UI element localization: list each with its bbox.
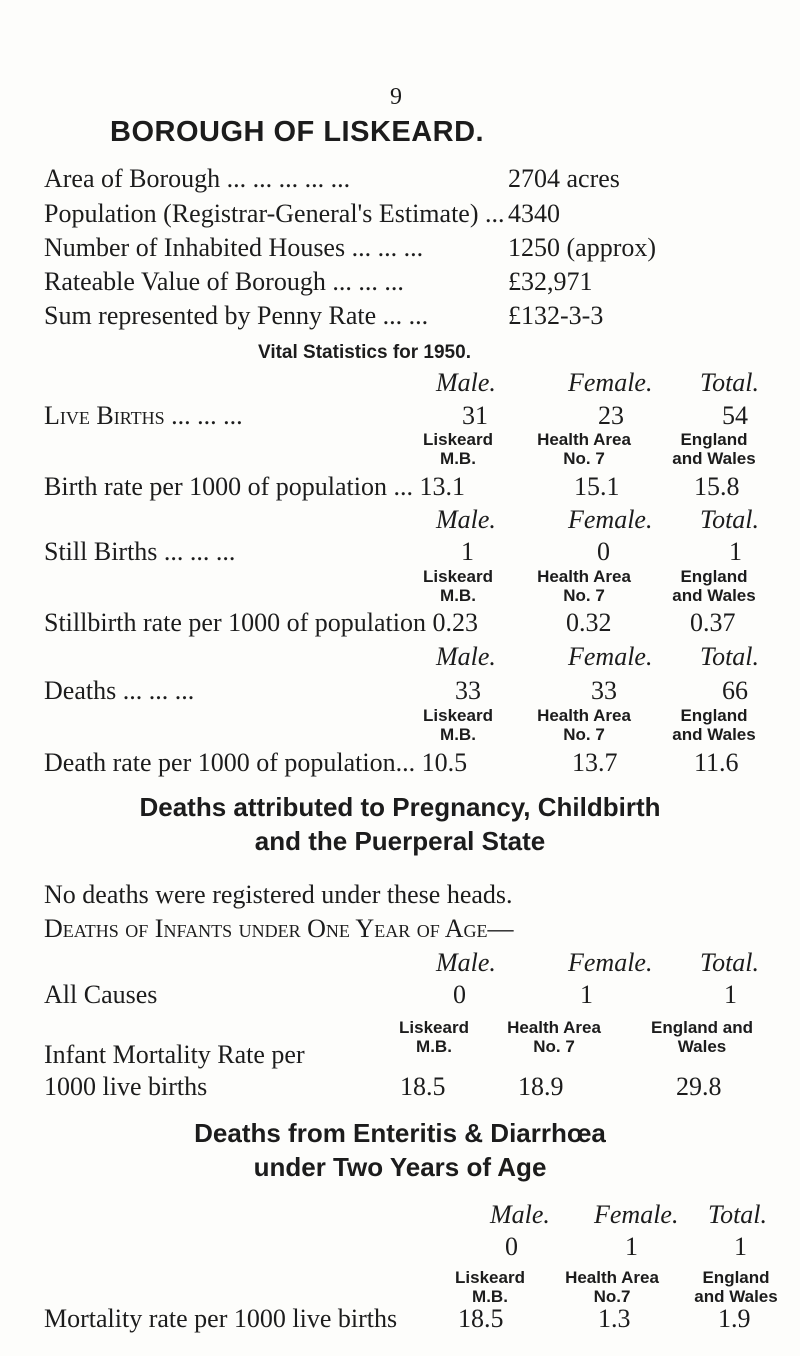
borough-label-rateable: Rateable Value of Borough ... ... ...	[44, 267, 404, 296]
col-male-still: Male.	[436, 505, 496, 534]
borough-label-houses: Number of Inhabited Houses ... ... ...	[44, 233, 424, 262]
infant-rate-liskeard: 18.5	[400, 1072, 446, 1101]
infant-rate-england: 29.8	[676, 1072, 722, 1101]
mortality-rate-label: Mortality rate per 1000 live births	[44, 1304, 398, 1333]
hdr-health-area-label: Health Area	[537, 430, 631, 449]
hdr-mb: M.B.	[440, 586, 476, 605]
borough-label-population: Population (Registrar-General's Estimate) ...	[44, 199, 505, 228]
col-total: Total.	[700, 368, 760, 397]
hdr-wales: Wales	[677, 1037, 727, 1056]
col-male-enteritis: Male.	[490, 1200, 550, 1229]
hdr-health-area-label: Health Area	[537, 567, 631, 586]
deaths-female: 33	[591, 676, 617, 705]
deaths-male: 33	[455, 676, 481, 705]
hdr-england-wales-3	[654, 706, 774, 744]
deaths-total: 66	[722, 676, 748, 705]
page-number: 9	[390, 84, 402, 110]
enteritis-title-line-2: under Two Years of Age	[253, 1152, 547, 1182]
hdr-liskeard: Liskeard	[455, 1268, 525, 1287]
hdr-mb: M.B.	[472, 1287, 508, 1306]
still-births-label: Still Births ... ... ...	[44, 537, 236, 566]
all-causes-total: 1	[724, 980, 737, 1009]
col-total-still: Total.	[700, 505, 760, 534]
hdr-england: England	[680, 706, 748, 725]
hdr-liskeard: Liskeard	[423, 706, 493, 725]
birth-rate-health-area: 15.1	[574, 472, 620, 501]
hdr-and-wales: and Wales	[694, 1287, 778, 1306]
hdr-mb: M.B.	[440, 449, 476, 468]
hdr-health-area-label: Health Area	[507, 1018, 601, 1037]
infant-rate-label-1: Infant Mortality Rate per	[44, 1040, 305, 1069]
hdr-and-wales: and Wales	[672, 586, 756, 605]
no-deaths-text: No deaths were registered under these heads.	[44, 880, 513, 909]
hdr-england-and: England and	[651, 1018, 753, 1037]
infants-heading: Deaths of Infants under One Year of Age—	[44, 914, 514, 943]
mortality-rate-liskeard: 18.5	[458, 1304, 504, 1333]
all-causes-label: All Causes	[44, 980, 158, 1009]
col-total-enteritis: Total.	[708, 1200, 768, 1229]
borough-value-rateable: £32,971	[508, 267, 593, 296]
borough-value-houses: 1250 (approx)	[508, 233, 657, 262]
vital-statistics-title: Vital Statistics for 1950.	[258, 342, 471, 363]
hdr-england: England	[702, 1268, 770, 1287]
borough-value-population: 4340	[508, 199, 560, 228]
pregnancy-title-line-2: and the Puerperal State	[254, 826, 546, 856]
live-births-label: Live Births ... ... ...	[44, 401, 243, 430]
still-births-male: 1	[461, 537, 474, 566]
hdr-health-area-2	[524, 567, 644, 605]
hdr-liskeard: Liskeard	[399, 1018, 469, 1037]
hdr-liskeard-mb	[408, 430, 508, 468]
hdr-health-area	[524, 430, 644, 468]
col-female-still: Female.	[568, 505, 653, 534]
col-total-infants: Total.	[700, 948, 760, 977]
page-title: BOROUGH OF LISKEARD.	[110, 116, 485, 148]
hdr-mb: M.B.	[416, 1037, 452, 1056]
hdr-health-area-3	[524, 706, 644, 744]
stillbirth-rate-england: 0.37	[690, 608, 736, 637]
live-births-male: 31	[462, 401, 488, 430]
col-male-infants: Male.	[436, 948, 496, 977]
hdr-health-area-label: Health Area	[537, 706, 631, 725]
hdr-liskeard: Liskeard	[423, 567, 493, 586]
death-rate-england: 11.6	[694, 748, 739, 777]
enteritis-male: 0	[505, 1232, 518, 1261]
borough-value-area: 2704 acres	[508, 164, 620, 193]
hdr-liskeard-mb-3	[408, 706, 508, 744]
hdr-and-wales: and Wales	[672, 725, 756, 744]
hdr-england: England	[680, 430, 748, 449]
enteritis-title-line-1: Deaths from Enteritis & Diarrhœa	[194, 1118, 606, 1148]
infant-rate-health-area: 18.9	[518, 1072, 564, 1101]
hdr-mb: M.B.	[440, 725, 476, 744]
birth-rate-label: Birth rate per 1000 of population ... 13.1	[44, 472, 465, 501]
hdr-no7: No.7	[593, 1287, 631, 1306]
death-rate-label: Death rate per 1000 of population... 10.5	[44, 748, 468, 777]
infant-rate-label-2: 1000 live births	[44, 1072, 208, 1101]
hdr-health-area-5	[552, 1268, 672, 1306]
hdr-no7: No. 7	[563, 586, 605, 605]
hdr-no7: No. 7	[563, 449, 605, 468]
still-births-female: 0	[597, 537, 610, 566]
hdr-health-area-4	[494, 1018, 614, 1056]
pregnancy-title-line-1: Deaths attributed to Pregnancy, Childbirth	[139, 792, 661, 822]
enteritis-female: 1	[625, 1232, 638, 1261]
birth-rate-england: 15.8	[694, 472, 740, 501]
hdr-and-wales: and Wales	[672, 449, 756, 468]
deaths-label: Deaths ... ... ...	[44, 676, 195, 705]
hdr-health-area-label: Health Area	[565, 1268, 659, 1287]
live-births-female: 23	[598, 401, 624, 430]
hdr-no7: No. 7	[563, 725, 605, 744]
still-births-total: 1	[729, 537, 742, 566]
col-male-deaths: Male.	[436, 642, 496, 671]
hdr-liskeard-mb-2	[408, 567, 508, 605]
stillbirth-rate-label: Stillbirth rate per 1000 of population 0.23	[44, 608, 478, 637]
hdr-no7: No. 7	[533, 1037, 575, 1056]
hdr-england-wales-5	[676, 1268, 796, 1306]
hdr-england-wales	[654, 430, 774, 468]
col-female-deaths: Female.	[568, 642, 653, 671]
borough-value-penny-rate: £132-3-3	[508, 301, 604, 330]
borough-label-penny-rate: Sum represented by Penny Rate ... ...	[44, 301, 429, 330]
col-female: Female.	[568, 368, 653, 397]
mortality-rate-england: 1.9	[718, 1304, 751, 1333]
all-causes-female: 1	[580, 980, 593, 1009]
col-female-enteritis: Female.	[594, 1200, 679, 1229]
col-female-infants: Female.	[568, 948, 653, 977]
live-births-total: 54	[722, 401, 748, 430]
death-rate-health-area: 13.7	[572, 748, 618, 777]
hdr-liskeard: Liskeard	[423, 430, 493, 449]
col-male: Male.	[436, 368, 496, 397]
mortality-rate-health-area: 1.3	[598, 1304, 631, 1333]
borough-label-area: Area of Borough ... ... ... ... ...	[44, 164, 351, 193]
stillbirth-rate-health-area: 0.32	[566, 608, 612, 637]
hdr-liskeard-mb-4	[384, 1018, 484, 1056]
all-causes-male: 0	[453, 980, 466, 1009]
hdr-england-wales-2	[654, 567, 774, 605]
enteritis-total: 1	[734, 1232, 747, 1261]
col-total-deaths: Total.	[700, 642, 760, 671]
hdr-england: England	[680, 567, 748, 586]
hdr-liskeard-mb-5	[440, 1268, 540, 1306]
hdr-england-wales-4	[622, 1018, 782, 1056]
